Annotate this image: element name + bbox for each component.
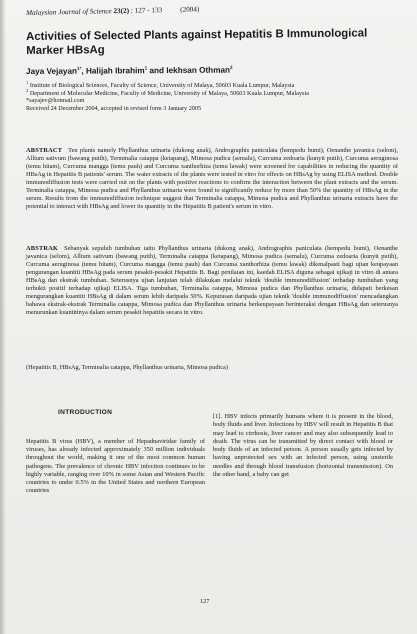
corresponding-email: *sayajev@hotmail.com	[26, 97, 85, 105]
author-1-mark: 1*	[76, 65, 82, 71]
abstract-english	[26, 147, 398, 211]
keywords: (Hepatitis B, HBsAg, Terminalia catappa, Phyllanthus urinaria, Mimosa pudica)	[26, 364, 228, 371]
introduction-column-right: [1]. HBV infects primarily humans where it is present in the blood, body fluids and liver. Infections by HBV will result in Hepatitis B that may lead to cirrhosis, liver cancer and may also subsequently lead to death. The virus can be transmitted by direct contact with blood or body fluids of an infected person. A person usually gets infected by having unprotected sex with an infected person, using unsterile needles and through blood transfusion (horizontal transmission). On the other hand, a baby can get	[213, 413, 393, 478]
author-3-mark: 2	[229, 64, 233, 70]
scan-edge-shadow	[0, 0, 6, 634]
author-1: Jaya Vejayan	[26, 66, 78, 76]
affiliation-1-text: Institute of Biological Sciences, Faculty of Science, University of Malaya, 50603 Kuala Lumpur, Malaysia	[29, 82, 295, 89]
title-line-2: Marker HBsAg	[26, 43, 105, 57]
affiliation-2-mark: 2	[26, 87, 29, 93]
affiliation-2	[26, 87, 401, 98]
journal-volume: 23(2)	[113, 6, 130, 16]
author-3: Iekhsan Othman	[166, 65, 231, 76]
journal-name: Malaysian Journal of Science	[26, 7, 112, 17]
introduction-column-left: Hepatitis B virus (HBV), a member of Hepadnaviridae family of viruses, has already infected approximately 350 million individuals throughout the world, making it one of the most common human pathogens. The prevalence of chronic HBV infection continues to be highly variable, ranging over 10% in some Asian and Western Pacific countries to under 0.5% in the United States and northern European countries	[26, 438, 205, 495]
page-number: 127	[200, 598, 210, 605]
abstract-malay	[26, 245, 398, 317]
affiliations	[26, 79, 401, 113]
running-header	[26, 5, 199, 17]
received-date: Received 24 December 2004, accepted in revised form 3 January 2005	[26, 105, 202, 113]
paper-title	[26, 27, 386, 58]
section-heading-introduction: INTRODUCTION	[58, 409, 113, 416]
abstract-label: ABSTRACT	[26, 147, 63, 154]
author-separator: ,	[81, 66, 86, 76]
abstract-text: Ten plants namely Phyllanthus urinaria (dukong anak), Andrographis paniculata (hempedu bumi), Oenanthe javanica (selom), Allium sativum (bawang putih), Terminalia catappa (ketapang), Mimosa pudica (semalu), Curcuma zedoaria (kunyit putih), Curcuma aeruginosa (temu hitam), Curcuma mangga (temu pauh) and Curcuma xanthorhiza (temu lawak) were screened for capabilities in reducing the quantity of HBsAg in Hepatitis B patients' serum. The water extracts of the plants were tested in vitro for effects on HBsAg by using ELISA method. Double immunodiffusion tests were carried out on the plants with positive reactions to confirm the interaction between the plant extracts and the serum. Terminalia catappa, Mimosa pudica and Phyllanthus urinaria were found to significantly reduce by more than 50% the quantity of HBsAg in the serum. Results from the immunodiffusion technique suggest that Terminalia catappa, Mimosa pudica and Phyllanthus urinaria extracts have the potential to interact with HBsAg and lower its quantity in the Hepatitis B patient's serum in vitro.	[26, 147, 398, 211]
affiliation-1	[26, 79, 401, 90]
affiliation-2-text: Department of Molecular Medicine, Faculty of Medicine, University of Malaya, 50603 Kuala Lumpur, Malaysia	[29, 89, 309, 97]
journal-pages: : 127 - 133	[130, 6, 163, 15]
abstrak-text: Sebanyak sepuluh tumbuhan iaitu Phyllanthus urinaria (dukong anak), Andrographis paniculata (hempedu bumi), Oenanthe javanica (selom), Allium sativum (bawang putih), Terminalia catappa (ketapang), Mimosa pudica (semalu), Curcuma zedoaria (kunyit putih), Curcuma aeruginosa (temu hitam), Curcuma mangga (temu pauh) dan Curcuma xanthorhiza (temu lawak) dikenalpasti bagi ujian keupayaan pengurangan kuantiti HBsAg pada serum pesakit-pesakit Hepatitis B. Bagi penilaian ini, kaedah ELISA diguna sebagai ujikaji in vitro di antara HBsAg dan ekstrak tumbuhan. Seterusnya ujian lanjutan telah dilakukan melalui teknik 'double immunodiffusion' terhadap tumbuhan yang terbukti positif terhadap ujikaji ELISA. Tiga tumbuhan, Terminalia catappa, Mimosa pudica dan Phyllanthus urinaria, didapati berkesan mengurangkan kuantiti HBsAg di dalam serum lebih daripada 50%. Keputusan daripada ujian teknik 'double immunodiffusion' mencadangkan bahawa ekstrak-ekstrak Terminalia catappa, Mimosa pudica dan Phyllanthus urinaria berkeupayaan berinteraksi dengan HBsAg dan seterusnya menurunkan kuantitinya dalam serum pesakit hepatitis secara in vitro.	[26, 245, 398, 317]
author-separator: and	[147, 66, 167, 76]
author-2-mark: 1	[144, 65, 148, 71]
title-line-1: Activities of Selected Plants against Hepatitis B Immunological	[26, 27, 368, 43]
author-list	[26, 66, 233, 76]
author-2: Halijah Ibrahim	[85, 66, 145, 76]
abstrak-label: ABSTRAK	[26, 245, 59, 252]
journal-year: (2004)	[180, 5, 200, 14]
affiliation-1-mark: 1	[26, 79, 29, 85]
